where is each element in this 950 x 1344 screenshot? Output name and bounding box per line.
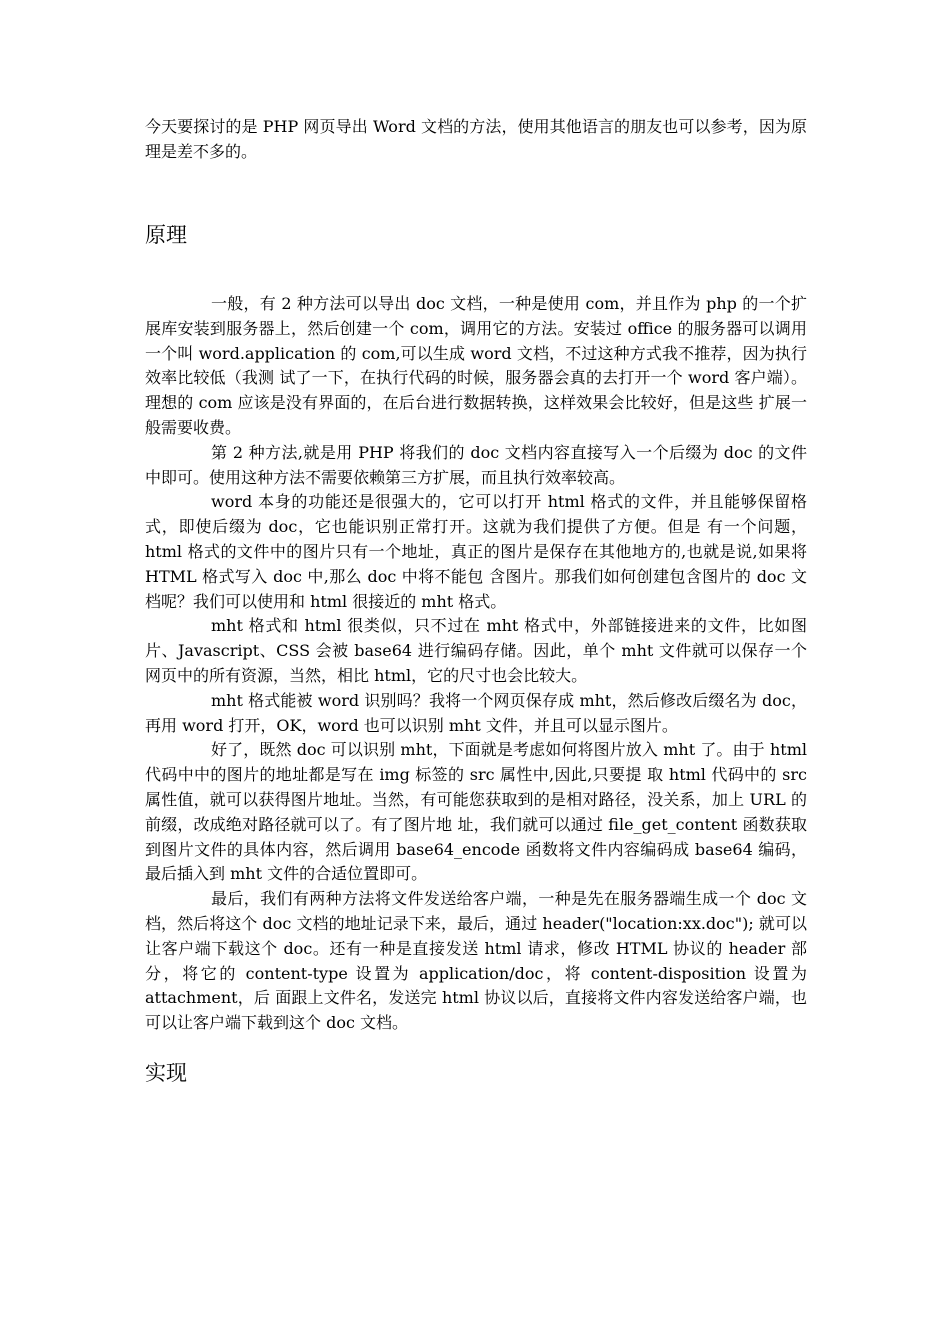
- body-paragraph: mht 格式和 html 很类似，只不过在 mht 格式中，外部链接进来的文件，比如图片、Javascript、CSS 会被 base64 进行编码存储。因此，单个 mht 文件就可以保存一个网页中的所有资源，当然，相比 html，它的尺寸也会比较大。: [145, 616, 807, 685]
- section-body-principle: [145, 292, 807, 1036]
- section-heading-principle: 原理: [145, 223, 187, 247]
- intro-paragraph: 今天要探讨的是 PHP 网页导出 Word 文档的方法，使用其他语言的朋友也可以参考，因为原理是差不多的。: [145, 117, 807, 161]
- body-paragraph: 一般，有 2 种方法可以导出 doc 文档，一种是使用 com，并且作为 php 的一个扩展库安装到服务器上，然后创建一个 com，调用它的方法。安装过 office 的服务器可以调用一个叫 word.application 的 com,可以生成 word 文档，不过这种方式我不推荐，因为执行效率比较低（我测 试了一下，在执行代码的时候，服务器会真的去打开一个 word 客户端）。理想的 com 应该是没有界面的，在后台进行数据转换，这样效果会比较好，但是这些 扩展一般需要收费。: [145, 294, 807, 437]
- body-paragraph: word 本身的功能还是很强大的，它可以打开 html 格式的文件，并且能够保留格式，即使后缀为 doc，它也能识别正常打开。这就为我们提供了方便。但是 有一个问题，html 格式的文件中的图片只有一个地址，真正的图片是保存在其他地方的,也就是说,如果将 HTML 格式写入 doc 中,那么 doc 中将不能包 含图片。那我们如何创建包含图片的 doc 文档呢？我们可以使用和 html 很接近的 mht 格式。: [145, 492, 807, 611]
- body-paragraph: mht 格式能被 word 识别吗？我将一个网页保存成 mht，然后修改后缀名为 doc，再用 word 打开，OK，word 也可以识别 mht 文件，并且可以显示图片。: [145, 690, 807, 735]
- section-heading-implementation: 实现: [145, 1060, 187, 1085]
- document-page: [145, 114, 807, 1088]
- body-paragraph: 第 2 种方法,就是用 PHP 将我们的 doc 文档内容直接写入一个后缀为 doc 的文件中即可。使用这种方法不需要依赖第三方扩展，而且执行效率较高。: [145, 442, 807, 487]
- body-paragraph: 好了，既然 doc 可以识别 mht，下面就是考虑如何将图片放入 mht 了。由于 html 代码中中的图片的地址都是写在 img 标签的 src 属性中,因此,只要提 取 html 代码中的 src 属性值，就可以获得图片地址。当然，有可能您获取到的是相对路径，没关系，加上 URL 的前缀，改成绝对路径就可以了。有了图片地 址，我们就可以通过 file_get_content 函数获取到图片文件的具体内容，然后调用 base64_encode 函数将文件内容编码成 base64 编码，最后插入到 mht 文件的合适位置即可。: [145, 740, 807, 884]
- body-paragraph: 最后，我们有两种方法将文件发送给客户端，一种是先在服务器端生成一个 doc 文档，然后将这个 doc 文档的地址记录下来，最后，通过 header("location:xx.doc"); 就可以让客户端下载这个 doc。还有一种是直接发送 html 请求，修改 HTML 协议的 header 部分，将它的 content-type 设置为 application/doc，将 content-disposition 设置为 attachment，后 面跟上文件名，发送完 html 协议以后，直接将文件内容发送给客户端，也可以让客户端下载到这个 doc 文档。: [145, 889, 807, 1033]
